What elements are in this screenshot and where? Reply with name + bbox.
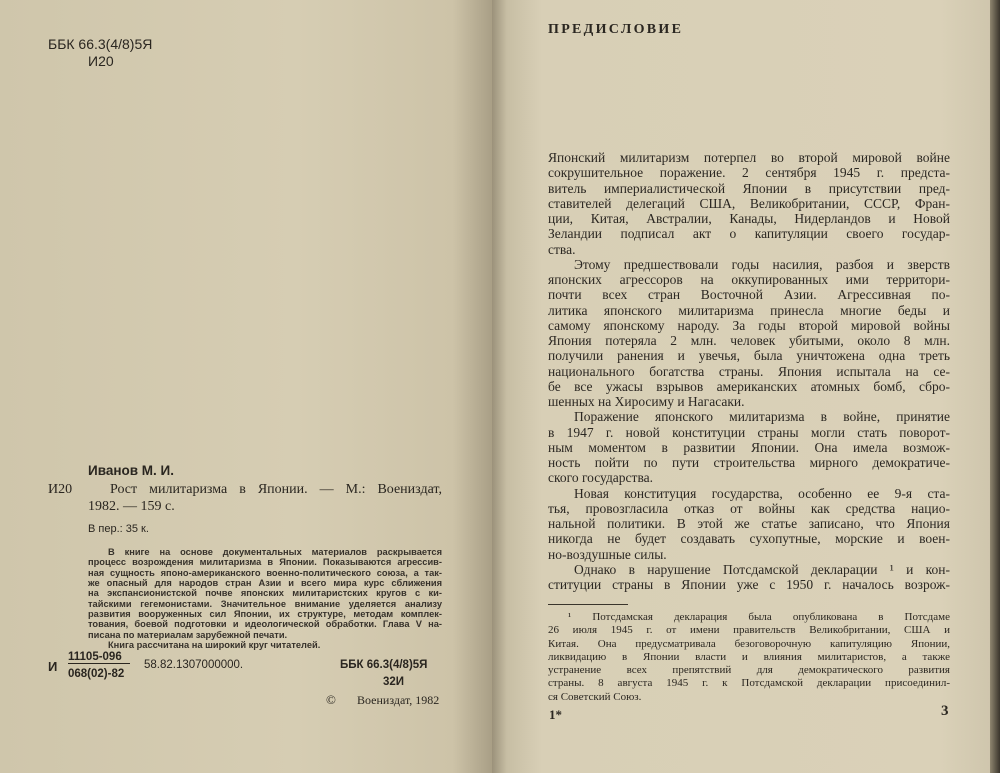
text-line: японских агрессоров на оккупированных ими территори- [548, 272, 950, 287]
text-line: получили ранения и увечья, была уничтожена одна треть [548, 348, 950, 364]
signature-mark: 1* [549, 707, 562, 722]
index-code-top: И20 [88, 53, 114, 69]
footnote-rule [548, 604, 628, 605]
annotation-line: же опасный для народов стран Азии и всего мира курс сближения [88, 578, 442, 589]
text-line: ского государства. [548, 470, 654, 486]
bbk-code-top: ББК 66.3(4/8)5Я [48, 36, 153, 52]
text-line: литика японского милитаризма принесла многие беды и [548, 302, 950, 318]
text-line: витель империалистической Японии в присутствии пред- [548, 180, 950, 196]
text-line: нальной политики. В этой же статье записано, что Япония [548, 516, 950, 531]
text-line: самому японскому народу. За годы второй мировой войны [548, 317, 950, 333]
price: В пер.: 35 к. [88, 523, 149, 535]
footnote-line: 26 июля 1945 г. от имени правительств Великобритании, США и [548, 624, 950, 637]
text-line: Новая конституция государства, особенно ее 9-я ста- [574, 485, 950, 501]
text-line: Этому предшествовали годы насилия, разбоя и зверств [574, 256, 950, 272]
text-line: Япония потеряла 2 млн. человек убитыми, около 8 млн. [548, 333, 950, 348]
footnote-line: устранение всех препятствий для демократического развития [548, 664, 950, 677]
footnote [548, 611, 950, 704]
annotation-line: тования, боевой подготовки и идеологической обработки. Глава V на- [88, 619, 442, 630]
text-line: ным моментом в развитии Японии. Она имела возмож- [548, 439, 950, 455]
annotation-line: ная сущность японо-американского военно-политического союза, а так- [88, 567, 442, 578]
footnote-line: Китая. Она предусматривала безоговорочную капитуляцию Японии, [548, 637, 950, 650]
footnote-line: ¹ Потсдамская декларация была опубликована в Потсдаме [568, 611, 950, 623]
annotation-line: на экспансионистской почве японских милитаристских кругов с ки- [88, 588, 442, 599]
book-title-line-2: 1982. — 159 с. [88, 499, 175, 514]
annotation-line: В книге на основе документальных материалов раскрывается [108, 547, 442, 557]
text-line: национального богатства страны. Япония испытала на се- [548, 363, 950, 379]
text-line: шенных на Хиросиму и Нагасаки. [548, 394, 745, 409]
footnote-line: ликвидацию в Японии власти и влияния милитаристов, а также [548, 650, 950, 663]
index-letter: И [48, 659, 58, 674]
bbk-code-bottom: ББК 66.3(4/8)5Я [340, 659, 428, 671]
text-line: в 1947 г. новой конституции страны могли стать поворот- [548, 424, 950, 440]
text-line: ставителей делегаций США, Великобритании, СССР, Фран- [548, 195, 950, 211]
text-line: Однако в нарушение Потсдамской декларации ¹ и кон- [574, 561, 950, 577]
annotation-line: Книга рассчитана на широкий круг читателей. [108, 640, 321, 651]
author-code-bottom: 32И [383, 676, 405, 688]
index-code: И20 [48, 482, 73, 497]
text-line: тья, провозгласила отказ от войны как средства нацио- [548, 500, 950, 516]
annotation [88, 547, 442, 650]
text-line: сокрушительное поражение. 2 сентября 1945 г. предста- [548, 165, 950, 181]
text-line: Зеландии подписал акт о капитуляции своего государ- [548, 226, 950, 242]
copyright-icon: © [326, 692, 336, 707]
book-title-line-1: Рост милитаризма в Японии. — М.: Воениздат, [110, 482, 442, 497]
fraction-numerator: 11105-096 [68, 651, 130, 664]
author: Иванов М. И. [88, 463, 174, 478]
annotation-line: процесс возрождения милитаризма в Японии. Показываются агрессив- [88, 557, 442, 568]
text-line: ства. [548, 241, 576, 257]
copyright: Воениздат, 1982 [357, 693, 440, 707]
annotation-line: писана по материалам зарубежной печати. [88, 629, 288, 640]
footnote-line: страны. 8 августа 1945 г. к Потсдамской декларации присоединил- [548, 677, 950, 690]
text-line: почти всех стран Восточной Азии. Агрессивная по- [548, 287, 950, 303]
annotation-line: развития вооруженных сил Японии, их структуре, методам комплек- [88, 609, 442, 620]
body-text [548, 150, 950, 592]
footnote-line: ся Советский Союз. [548, 690, 642, 703]
page-number: 3 [941, 703, 949, 719]
text-line: ность пойти по пути строительства мирного демократиче- [548, 455, 950, 470]
book-edge [990, 0, 1000, 773]
annotation-line: тайскими гегемонистами. Значительное внимание уделяется анализу [88, 598, 442, 609]
text-line: никогда не будет создавать сухопутные, морские и воен- [548, 531, 950, 547]
fraction-denominator: 068(02)-82 [68, 668, 125, 680]
page-heading: ПРЕДИСЛОВИЕ [548, 22, 684, 37]
text-line: но-воздушные силы. [548, 546, 667, 562]
text-line: ции, Китая, Австралии, Канады, Нидерландов и Новой [548, 211, 950, 226]
text-line: бе все ужасы взрывов американских атомных бомб, сбро- [548, 378, 950, 394]
classification-number: 58.82.1307000000. [144, 659, 244, 671]
text-line: Японский милитаризм потерпел во второй мировой войне [548, 150, 950, 165]
text-line: Поражение японского милитаризма в войне, принятие [574, 409, 950, 425]
text-line: ституции страны в Японии уже с 1950 г. началось возрож- [548, 577, 950, 592]
